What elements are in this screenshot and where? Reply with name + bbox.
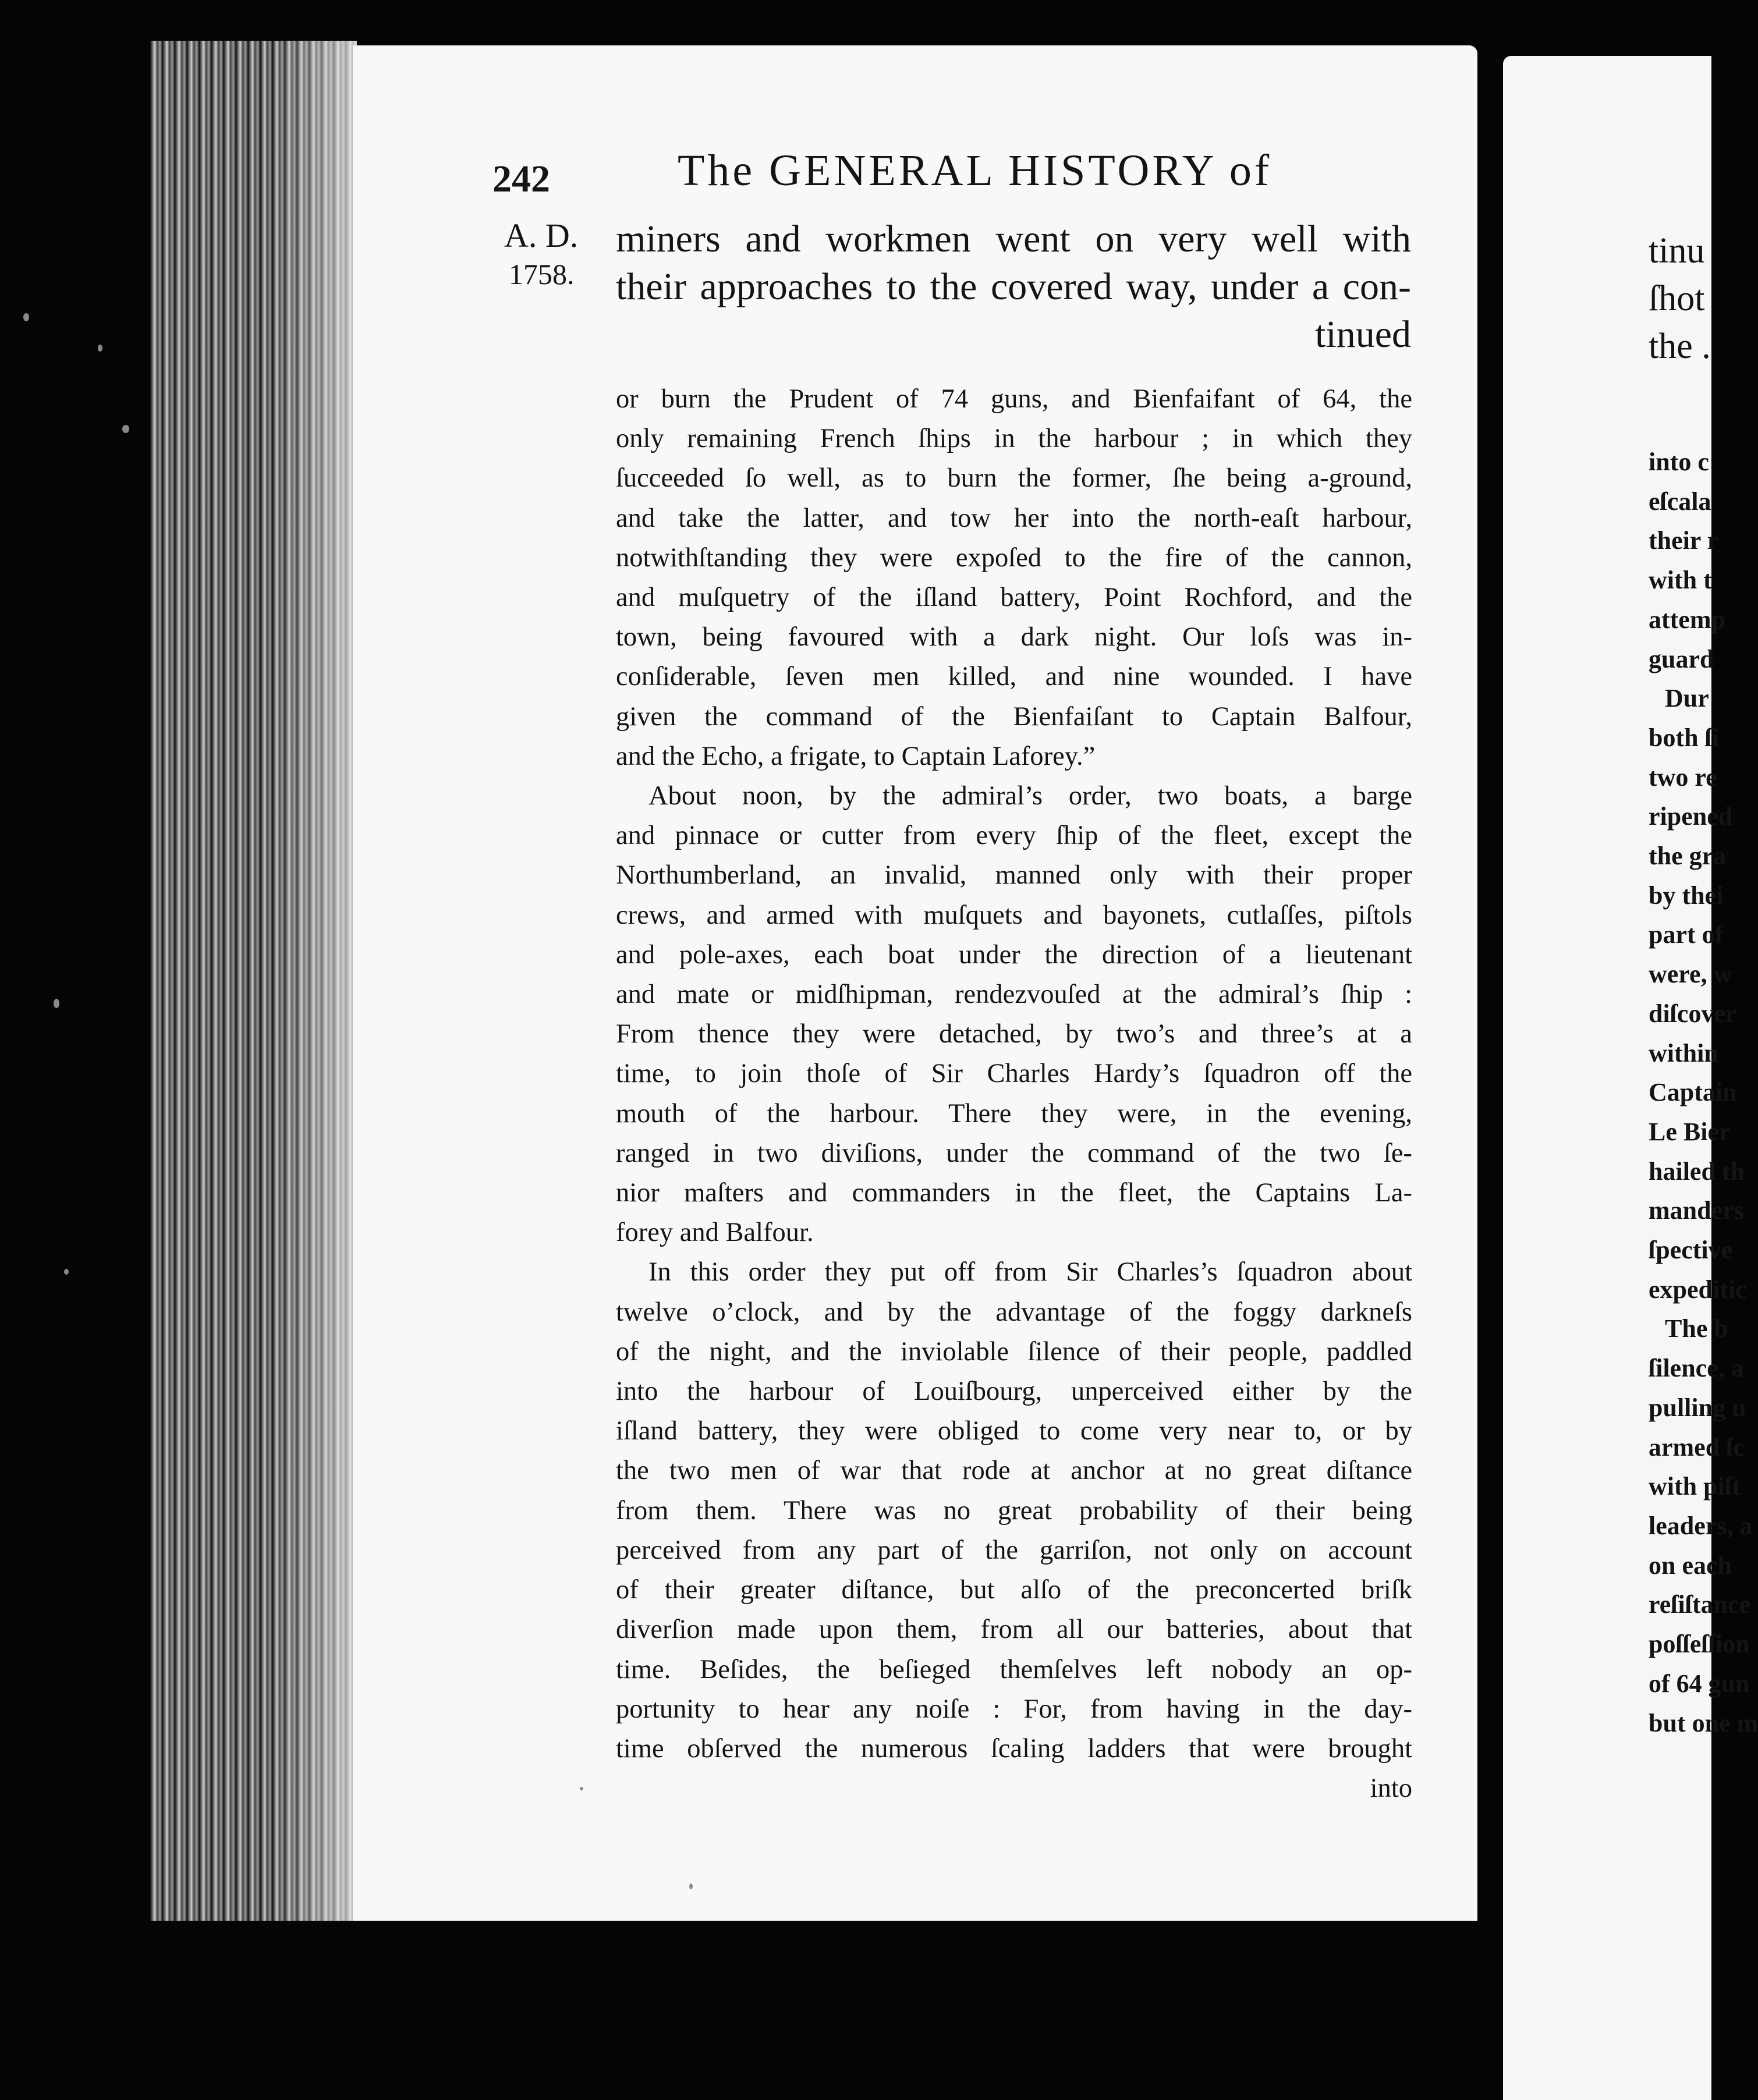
text-line: time. Beſides, the beſieged themſelves left nobody an op- bbox=[616, 1654, 1412, 1684]
text-line: ſilence, a bbox=[1649, 1354, 1744, 1383]
text-line: diſcover bbox=[1649, 999, 1737, 1028]
right-page-large-text bbox=[1649, 227, 1711, 370]
text-line: manders bbox=[1649, 1196, 1744, 1225]
text-line: of the night, and the inviolable ſilence of their people, paddled bbox=[616, 1336, 1412, 1367]
running-head bbox=[492, 146, 1412, 198]
text-line: expeditic bbox=[1649, 1275, 1747, 1304]
text-line: mouth of the harbour. There they were, in the evening, bbox=[616, 1098, 1412, 1129]
large-type-paragraph bbox=[616, 215, 1411, 359]
text-line: attemp bbox=[1649, 605, 1725, 634]
text-line: two re bbox=[1649, 762, 1717, 792]
text-line: forey and Balfour. bbox=[616, 1218, 814, 1248]
body-text bbox=[616, 379, 1412, 1808]
text-line: The b bbox=[1665, 1314, 1728, 1343]
text-line: both ſi bbox=[1649, 723, 1720, 752]
text-line: iſland battery, they were obliged to come very near to, or by bbox=[616, 1416, 1412, 1446]
text-line: with t bbox=[1649, 566, 1712, 595]
catchword: into bbox=[1370, 1773, 1412, 1804]
text-line: and the Echo, a frigate, to Captain Laforey.” bbox=[616, 741, 1096, 771]
text-line: ſpective bbox=[1649, 1236, 1733, 1265]
text-line: eſcala bbox=[1649, 487, 1711, 516]
text-line: portunity to hear any noiſe : For, from having in the day- bbox=[616, 1694, 1412, 1724]
text-line: conſiderable, ſeven men killed, and nine wounded. I have bbox=[616, 662, 1412, 692]
margin-year: 1758. bbox=[509, 258, 575, 290]
text-line: with piſt bbox=[1649, 1472, 1741, 1501]
text-line: poſſeſſion bbox=[1649, 1630, 1750, 1659]
text-line: into the harbour of Louiſbourg, unperceived either by the bbox=[616, 1377, 1412, 1407]
text-line: armed ſc bbox=[1649, 1432, 1745, 1462]
text-line: guard bbox=[1649, 644, 1714, 673]
text-line: into c bbox=[1649, 448, 1709, 476]
text-line: and pole-axes, each boat under the direction of a lieutenant bbox=[616, 939, 1412, 970]
text-line: ripened bbox=[1649, 802, 1733, 831]
text-line: the . bbox=[1649, 327, 1711, 366]
text-line: and mate or midſhipman, rendezvouſed at the admiral’s ſhip : bbox=[616, 980, 1412, 1010]
ink-speck bbox=[122, 425, 129, 433]
text-line: pulling u bbox=[1649, 1393, 1746, 1422]
text-line: reſiſtance bbox=[1649, 1590, 1751, 1619]
text-line: town, being favoured with a dark night. Our loſs was in- bbox=[616, 622, 1412, 652]
text-line: on each bbox=[1649, 1551, 1732, 1580]
text-line: Le Bier bbox=[1649, 1117, 1731, 1146]
ink-speck bbox=[23, 313, 29, 321]
text-line: In this order they put off from Sir Charles’s ſquadron about bbox=[648, 1257, 1412, 1287]
text-line: only remaining French ſhips in the harbour ; in which they bbox=[616, 424, 1412, 454]
text-line: by thei bbox=[1649, 881, 1724, 910]
running-title: The GENERAL HISTORY of bbox=[678, 146, 1273, 195]
text-line: time obſerved the numerous ſcaling ladders that were brought bbox=[616, 1733, 1412, 1764]
text-line: their r bbox=[1649, 526, 1719, 555]
text-line: ranged in two diviſions, under the command of the two ſe- bbox=[616, 1138, 1412, 1168]
text-line: Captain bbox=[1649, 1078, 1737, 1107]
text-line: ſhot bbox=[1649, 279, 1705, 318]
text-line: their approaches to the covered way, under a con- bbox=[616, 265, 1411, 308]
text-line: but one m bbox=[1649, 1708, 1758, 1737]
text-line: perceived from any part of the garriſon, not only on account bbox=[616, 1535, 1412, 1565]
right-page-body-text bbox=[1649, 442, 1758, 1743]
text-line: of 64 gun bbox=[1649, 1669, 1750, 1698]
ink-speck bbox=[64, 1269, 69, 1275]
text-line: leaders, a bbox=[1649, 1511, 1753, 1540]
ink-speck bbox=[54, 999, 59, 1008]
text-line: or burn the Prudent of 74 guns, and Bienfaifant of 64, the bbox=[616, 384, 1412, 414]
text-line: within bbox=[1649, 1038, 1718, 1067]
text-line: given the command of the Bienfaiſant to Captain Balfour, bbox=[616, 701, 1412, 732]
text-line: twelve o’clock, and by the advantage of the foggy darkneſs bbox=[616, 1297, 1412, 1327]
text-line: the two men of war that rode at anchor at no great diſtance bbox=[616, 1456, 1412, 1486]
ink-speck bbox=[98, 345, 102, 352]
ink-speck bbox=[580, 1787, 583, 1790]
text-line: Dur bbox=[1665, 684, 1709, 713]
text-line: and take the latter, and tow her into the north-eaſt harbour, bbox=[616, 503, 1412, 533]
text-line: nior maſters and commanders in the fleet, the Captains La- bbox=[616, 1178, 1412, 1208]
text-line: tinu bbox=[1649, 231, 1705, 271]
text-line: diverſion made upon them, from all our batteries, about that bbox=[616, 1615, 1412, 1645]
text-line: From thence they were detached, by two’s and three’s at a bbox=[616, 1019, 1412, 1049]
text-line: ſucceeded ſo well, as to burn the former, ſhe being a-ground, bbox=[616, 463, 1412, 494]
margin-date bbox=[504, 217, 578, 293]
text-line: miners and workmen went on very well with bbox=[616, 218, 1411, 260]
text-line: the gra bbox=[1649, 842, 1727, 871]
text-line: of their greater diſtance, but alſo of the preconcerted briſk bbox=[616, 1575, 1412, 1605]
text-line: tinued bbox=[1315, 313, 1411, 356]
page-number: 242 bbox=[492, 158, 550, 200]
text-line: About noon, by the admiral’s order, two boats, a barge bbox=[648, 781, 1412, 811]
text-line: time, to join thoſe of Sir Charles Hardy’s ſquadron off the bbox=[616, 1059, 1412, 1089]
text-line: from them. There was no great probability of their being bbox=[616, 1495, 1412, 1526]
text-line: and muſquetry of the iſland battery, Point Rochford, and the bbox=[616, 583, 1412, 613]
text-line: part of bbox=[1649, 920, 1724, 949]
text-line: crews, and armed with muſquets and bayonets, cutlaſſes, piſtols bbox=[616, 900, 1412, 930]
text-line: notwithſtanding they were expoſed to the fire of the cannon, bbox=[616, 542, 1412, 573]
text-line: were, w bbox=[1649, 960, 1732, 989]
text-line: Northumberland, an invalid, manned only with their proper bbox=[616, 860, 1412, 891]
text-line: hailed th bbox=[1649, 1157, 1745, 1186]
text-line: and pinnace or cutter from every ſhip of the fleet, except the bbox=[616, 821, 1412, 851]
margin-era: A. D. bbox=[504, 217, 579, 254]
ink-speck bbox=[689, 1883, 693, 1889]
page-edge-shading bbox=[274, 41, 357, 1921]
